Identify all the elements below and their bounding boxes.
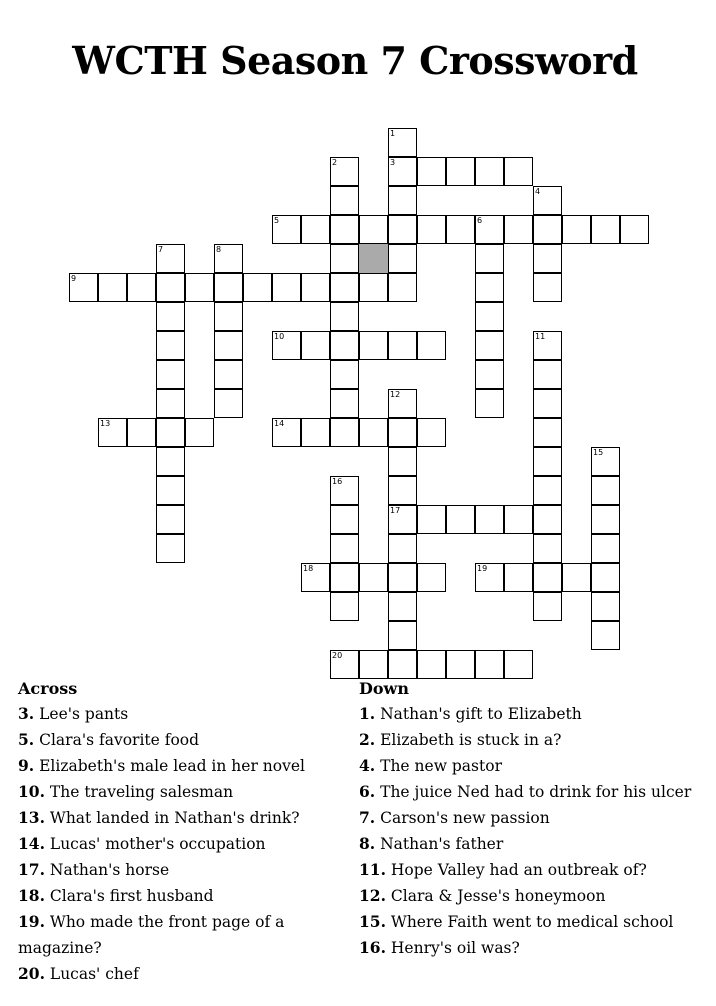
grid-cell[interactable] [156, 360, 185, 389]
grid-cell[interactable] [69, 273, 98, 302]
cell-number: 1 [390, 129, 396, 138]
grid-cell[interactable] [533, 534, 562, 563]
clue-text: What landed in Nathan's drink? [44, 809, 300, 827]
cell-number: 2 [332, 158, 338, 167]
clue-text: Clara's favorite food [34, 731, 200, 749]
grid-cell[interactable] [475, 389, 504, 418]
cell-number: 6 [477, 216, 483, 225]
grid-cell[interactable] [156, 447, 185, 476]
across-clue [18, 701, 323, 727]
grid-cell[interactable] [504, 157, 533, 186]
across-clue [18, 753, 323, 779]
across-clue [18, 805, 323, 831]
grid-cell[interactable] [417, 650, 446, 679]
down-clue-list [359, 701, 709, 961]
down-clue [359, 857, 709, 883]
grid-cell[interactable] [417, 418, 446, 447]
across-clues [18, 677, 323, 987]
grid-cell[interactable] [475, 331, 504, 360]
grid-cell[interactable] [446, 650, 475, 679]
cell-number: 12 [390, 390, 401, 399]
clue-number: 19. [18, 912, 45, 931]
grid-cell[interactable] [359, 215, 388, 244]
grid-cell[interactable] [330, 592, 359, 621]
clue-number: 20. [18, 964, 45, 983]
grid-cell[interactable] [533, 244, 562, 273]
grid-cell[interactable] [388, 244, 417, 273]
grid-cell[interactable] [272, 215, 301, 244]
grid-cell[interactable] [301, 215, 330, 244]
down-heading: Down [359, 679, 409, 698]
grid-cell[interactable] [301, 563, 330, 592]
across-clue [18, 831, 323, 857]
clue-number: 15. [359, 912, 386, 931]
grid-cell[interactable] [533, 331, 562, 360]
grid-cell[interactable] [214, 244, 243, 273]
cell-number: 19 [477, 564, 488, 573]
grid-cell[interactable] [475, 360, 504, 389]
across-clue [18, 909, 323, 961]
clue-text: Elizabeth is stuck in a? [375, 731, 562, 749]
grid-cell[interactable] [504, 563, 533, 592]
down-clue [359, 909, 709, 935]
grid-cell[interactable] [562, 563, 591, 592]
grid-cell[interactable] [156, 331, 185, 360]
grid-cell[interactable] [156, 534, 185, 563]
grid-cell[interactable] [330, 186, 359, 215]
clue-number: 2. [359, 730, 376, 749]
clue-number: 14. [18, 834, 45, 853]
clue-number: 11. [359, 860, 386, 879]
grid-cell[interactable] [156, 302, 185, 331]
cell-number: 4 [535, 187, 541, 196]
grid-cell[interactable] [475, 302, 504, 331]
grid-cell[interactable] [359, 331, 388, 360]
shaded-cell [359, 244, 388, 273]
grid-cell[interactable] [330, 389, 359, 418]
grid-cell[interactable] [156, 476, 185, 505]
grid-cell[interactable] [475, 244, 504, 273]
grid-cell[interactable] [533, 273, 562, 302]
clue-text: Lucas' chef [44, 965, 139, 983]
grid-cell[interactable] [388, 650, 417, 679]
down-clue [359, 831, 709, 857]
down-clue [359, 805, 709, 831]
grid-cell[interactable] [156, 244, 185, 273]
grid-cell[interactable] [475, 215, 504, 244]
clue-text: Nathan's father [375, 835, 504, 853]
cell-number: 5 [274, 216, 280, 225]
grid-cell[interactable] [214, 273, 243, 302]
cell-number: 8 [216, 245, 222, 254]
grid-cell[interactable] [359, 273, 388, 302]
clue-text: Nathan's gift to Elizabeth [375, 705, 582, 723]
grid-cell[interactable] [214, 331, 243, 360]
clue-number: 9. [18, 756, 35, 775]
across-clue [18, 727, 323, 753]
grid-cell[interactable] [272, 418, 301, 447]
across-clue [18, 883, 323, 909]
grid-cell[interactable] [417, 157, 446, 186]
grid-cell[interactable] [156, 418, 185, 447]
grid-cell[interactable] [214, 302, 243, 331]
grid-cell[interactable] [330, 215, 359, 244]
grid-cell[interactable] [185, 418, 214, 447]
grid-cell[interactable] [359, 563, 388, 592]
across-clue [18, 961, 323, 987]
grid-cell[interactable] [127, 418, 156, 447]
clue-number: 6. [359, 782, 376, 801]
grid-cell[interactable] [388, 186, 417, 215]
down-clue [359, 883, 709, 909]
clue-number: 16. [359, 938, 386, 957]
grid-cell[interactable] [388, 331, 417, 360]
down-clues [359, 677, 709, 961]
grid-cell[interactable] [533, 476, 562, 505]
clue-number: 18. [18, 886, 45, 905]
grid-cell[interactable] [591, 592, 620, 621]
cell-number: 13 [100, 419, 111, 428]
across-clue [18, 857, 323, 883]
grid-cell[interactable] [475, 273, 504, 302]
grid-cell[interactable] [330, 505, 359, 534]
cell-number: 18 [303, 564, 314, 573]
grid-cell[interactable] [388, 128, 417, 157]
down-clue [359, 753, 709, 779]
grid-cell[interactable] [156, 505, 185, 534]
grid-cell[interactable] [446, 157, 475, 186]
grid-cell[interactable] [591, 563, 620, 592]
grid-cell[interactable] [156, 273, 185, 302]
grid-cell[interactable] [417, 331, 446, 360]
grid-cell[interactable] [330, 157, 359, 186]
clue-number: 4. [359, 756, 376, 775]
cell-number: 9 [71, 274, 77, 283]
clue-text: The juice Ned had to drink for his ulcer [375, 783, 692, 801]
grid-cell[interactable] [417, 505, 446, 534]
grid-cell[interactable] [185, 273, 214, 302]
grid-cell[interactable] [591, 534, 620, 563]
grid-cell[interactable] [330, 273, 359, 302]
cell-number: 3 [390, 158, 396, 167]
grid-cell[interactable] [98, 418, 127, 447]
grid-cell[interactable] [591, 215, 620, 244]
grid-cell[interactable] [272, 331, 301, 360]
grid-cell[interactable] [301, 418, 330, 447]
clue-text: Nathan's horse [44, 861, 170, 879]
grid-cell[interactable] [388, 447, 417, 476]
clue-number: 1. [359, 704, 376, 723]
grid-cell[interactable] [98, 273, 127, 302]
grid-cell[interactable] [504, 650, 533, 679]
grid-cell[interactable] [388, 563, 417, 592]
grid-cell[interactable] [388, 534, 417, 563]
grid-cell[interactable] [533, 563, 562, 592]
cell-number: 15 [593, 448, 604, 457]
grid-cell[interactable] [243, 273, 272, 302]
grid-cell[interactable] [388, 476, 417, 505]
grid-cell[interactable] [591, 476, 620, 505]
grid-cell[interactable] [388, 592, 417, 621]
down-clue [359, 779, 709, 805]
down-clue [359, 727, 709, 753]
clue-text: Lee's pants [34, 705, 129, 723]
cell-number: 14 [274, 419, 285, 428]
clue-text: Where Faith went to medical school [385, 913, 674, 931]
across-heading: Across [18, 679, 78, 698]
grid-cell[interactable] [330, 244, 359, 273]
grid-cell[interactable] [359, 650, 388, 679]
grid-cell[interactable] [475, 505, 504, 534]
grid-cell[interactable] [330, 302, 359, 331]
grid-cell[interactable] [446, 215, 475, 244]
grid-cell[interactable] [127, 273, 156, 302]
down-clue [359, 935, 709, 961]
grid-cell[interactable] [533, 389, 562, 418]
grid-cell[interactable] [475, 650, 504, 679]
grid-cell[interactable] [533, 592, 562, 621]
grid-cell[interactable] [388, 273, 417, 302]
grid-cell[interactable] [533, 360, 562, 389]
across-clue-list [18, 701, 323, 987]
grid-cell[interactable] [446, 505, 475, 534]
clue-number: 17. [18, 860, 45, 879]
grid-cell[interactable] [388, 621, 417, 650]
grid-cell[interactable] [504, 215, 533, 244]
across-clue [18, 779, 323, 805]
grid-cell[interactable] [156, 389, 185, 418]
grid-cell[interactable] [359, 418, 388, 447]
clue-number: 10. [18, 782, 45, 801]
grid-cell[interactable] [533, 418, 562, 447]
grid-cell[interactable] [388, 389, 417, 418]
grid-cell[interactable] [562, 215, 591, 244]
clue-text: Clara's first husband [44, 887, 214, 905]
grid-cell[interactable] [272, 273, 301, 302]
clue-text: Carson's new passion [375, 809, 550, 827]
cell-number: 17 [390, 506, 401, 515]
grid-cell[interactable] [388, 505, 417, 534]
grid-cell[interactable] [475, 157, 504, 186]
grid-cell[interactable] [388, 157, 417, 186]
grid-cell[interactable] [504, 505, 533, 534]
cell-number: 11 [535, 332, 546, 341]
grid-cell[interactable] [330, 650, 359, 679]
grid-cell[interactable] [330, 360, 359, 389]
clue-number: 8. [359, 834, 376, 853]
grid-cell[interactable] [214, 360, 243, 389]
cell-number: 10 [274, 332, 285, 341]
cell-number: 16 [332, 477, 343, 486]
clue-text: Who made the front page of a magazine? [18, 913, 285, 957]
grid-cell[interactable] [533, 215, 562, 244]
grid-cell[interactable] [591, 505, 620, 534]
clue-number: 5. [18, 730, 35, 749]
page-title: WCTH Season 7 Crossword [72, 38, 638, 83]
grid-cell[interactable] [475, 563, 504, 592]
grid-cell[interactable] [591, 621, 620, 650]
clue-number: 3. [18, 704, 35, 723]
grid-cell[interactable] [214, 389, 243, 418]
grid-cell[interactable] [330, 476, 359, 505]
clue-text: Henry's oil was? [385, 939, 520, 957]
grid-cell[interactable] [417, 215, 446, 244]
grid-cell[interactable] [620, 215, 649, 244]
grid-cell[interactable] [301, 273, 330, 302]
clue-number: 13. [18, 808, 45, 827]
grid-cell[interactable] [330, 331, 359, 360]
grid-cell[interactable] [533, 505, 562, 534]
clue-text: Lucas' mother's occupation [44, 835, 266, 853]
grid-cell[interactable] [330, 563, 359, 592]
grid-cell[interactable] [330, 534, 359, 563]
clue-text: The traveling salesman [44, 783, 234, 801]
down-clue [359, 701, 709, 727]
grid-cell[interactable] [388, 215, 417, 244]
grid-cell[interactable] [388, 418, 417, 447]
cell-number: 20 [332, 651, 343, 660]
clue-text: Elizabeth's male lead in her novel [34, 757, 305, 775]
clue-text: Hope Valley had an outbreak of? [385, 861, 647, 879]
grid-cell[interactable] [533, 447, 562, 476]
grid-cell[interactable] [417, 563, 446, 592]
grid-cell[interactable] [591, 447, 620, 476]
clue-number: 7. [359, 808, 376, 827]
cell-number: 7 [158, 245, 164, 254]
clue-text: The new pastor [375, 757, 502, 775]
clue-number: 12. [359, 886, 386, 905]
grid-cell[interactable] [533, 186, 562, 215]
grid-cell[interactable] [330, 418, 359, 447]
clue-text: Clara & Jesse's honeymoon [385, 887, 606, 905]
grid-cell[interactable] [301, 331, 330, 360]
